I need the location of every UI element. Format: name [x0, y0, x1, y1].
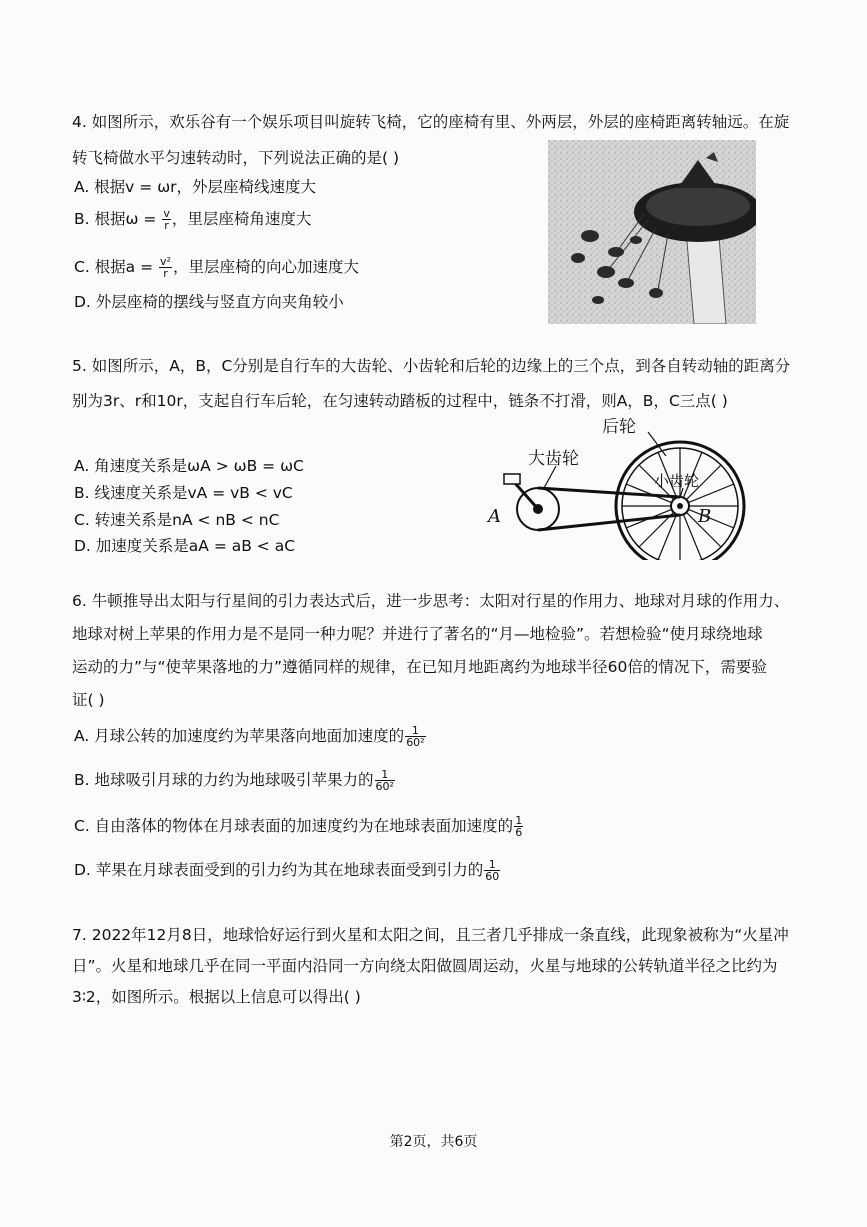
page-footer: 第2页，共6页	[389, 1134, 478, 1150]
q4-option-b: B. 根据ω = $\frac{v}{r}$ ，里层座椅角速度大	[74, 207, 312, 232]
big-gear-label: 大齿轮	[528, 449, 579, 469]
q6-stem-line4: 证( )	[72, 691, 105, 709]
q6-option-d: D. 苹果在月球表面受到的引力约为其在地球表面受到引力的 $\frac{1}{60}$	[74, 858, 500, 883]
q5-option-c: C. 转速关系是nA < nB < nC	[74, 511, 280, 529]
q7-stem-line2: 日”。火星和地球几乎在同一平面内沿同一方向绕太阳做圆周运动，火星与地球的公转轨道半径之比约为	[72, 957, 778, 975]
q6-stem-line3: 运动的力”与“使苹果落地的力”遵循同样的规律，在已知月地距离约为地球半径60倍的情况下，需要验	[72, 658, 767, 676]
q6-option-c: C. 自由落体的物体在月球表面的加速度约为在地球表面加速度的 $\frac{1}{6}$	[74, 814, 523, 839]
q5-option-d: D. 加速度关系是aA = aB < aC	[74, 537, 296, 555]
small-gear-label: 小齿轮	[654, 472, 700, 490]
q6-option-a: A. 月球公转的加速度约为苹果落向地面加速度的 $\frac{1}{\text{60²}}$	[74, 724, 425, 749]
q6-option-b: B. 地球吸引月球的力约为地球吸引苹果力的 $\frac{1}{\text{60²}}$	[74, 768, 394, 793]
q4-stem-line1: 4. 如图所示，欢乐谷有一个娱乐项目叫旋转飞椅，它的座椅有里、外两层，外层的座椅距离转轴远。在旋	[72, 113, 790, 131]
q7-stem-line1: 7. 2022年12月8日，地球恰好运行到火星和太阳之间，且三者几乎排成一条直线，此现象被称为“火星冲	[72, 926, 789, 944]
q6-stem-line1: 6. 牛顿推导出太阳与行星间的引力表达式后，进一步思考：太阳对行星的作用力、地球对月球的作用力、	[72, 592, 790, 610]
swing-ride-photo	[548, 140, 756, 324]
point-a-label: A	[488, 506, 501, 527]
q4-option-a: A. 根据v = ωr，外层座椅线速度大	[74, 178, 317, 196]
q7-stem-line3: 3∶2，如图所示。根据以上信息可以得出( )	[72, 988, 361, 1006]
bicycle-gear-diagram	[478, 418, 753, 560]
rear-wheel-label: 后轮	[602, 418, 636, 437]
q5-option-a: A. 角速度关系是ωA > ωB = ωC	[74, 457, 304, 475]
q5-stem-line1: 5. 如图所示，A，B，C分别是自行车的大齿轮、小齿轮和后轮的边缘上的三个点，到各自转动轴的距离分	[72, 357, 791, 375]
point-b-label: B	[698, 506, 712, 527]
q4-option-d: D. 外层座椅的摆线与竖直方向夹角较小	[74, 293, 344, 311]
q4-stem-line2: 转飞椅做水平匀速转动时，下列说法正确的是( )	[72, 149, 400, 167]
q5-stem-line2: 别为3r、r和10r，支起自行车后轮，在匀速转动踏板的过程中，链条不打滑，则A，B，C三点( )	[72, 392, 728, 410]
q6-stem-line2: 地球对树上苹果的作用力是不是同一种力呢？并进行了著名的“月—地检验”。若想检验“使月球绕地球	[72, 625, 763, 643]
q5-option-b: B. 线速度关系是vA = vB < vC	[74, 484, 293, 502]
q4-option-c: C. 根据a = $\frac{\text{v²}}{r}$ ，里层座椅的向心加速度大	[74, 255, 359, 280]
